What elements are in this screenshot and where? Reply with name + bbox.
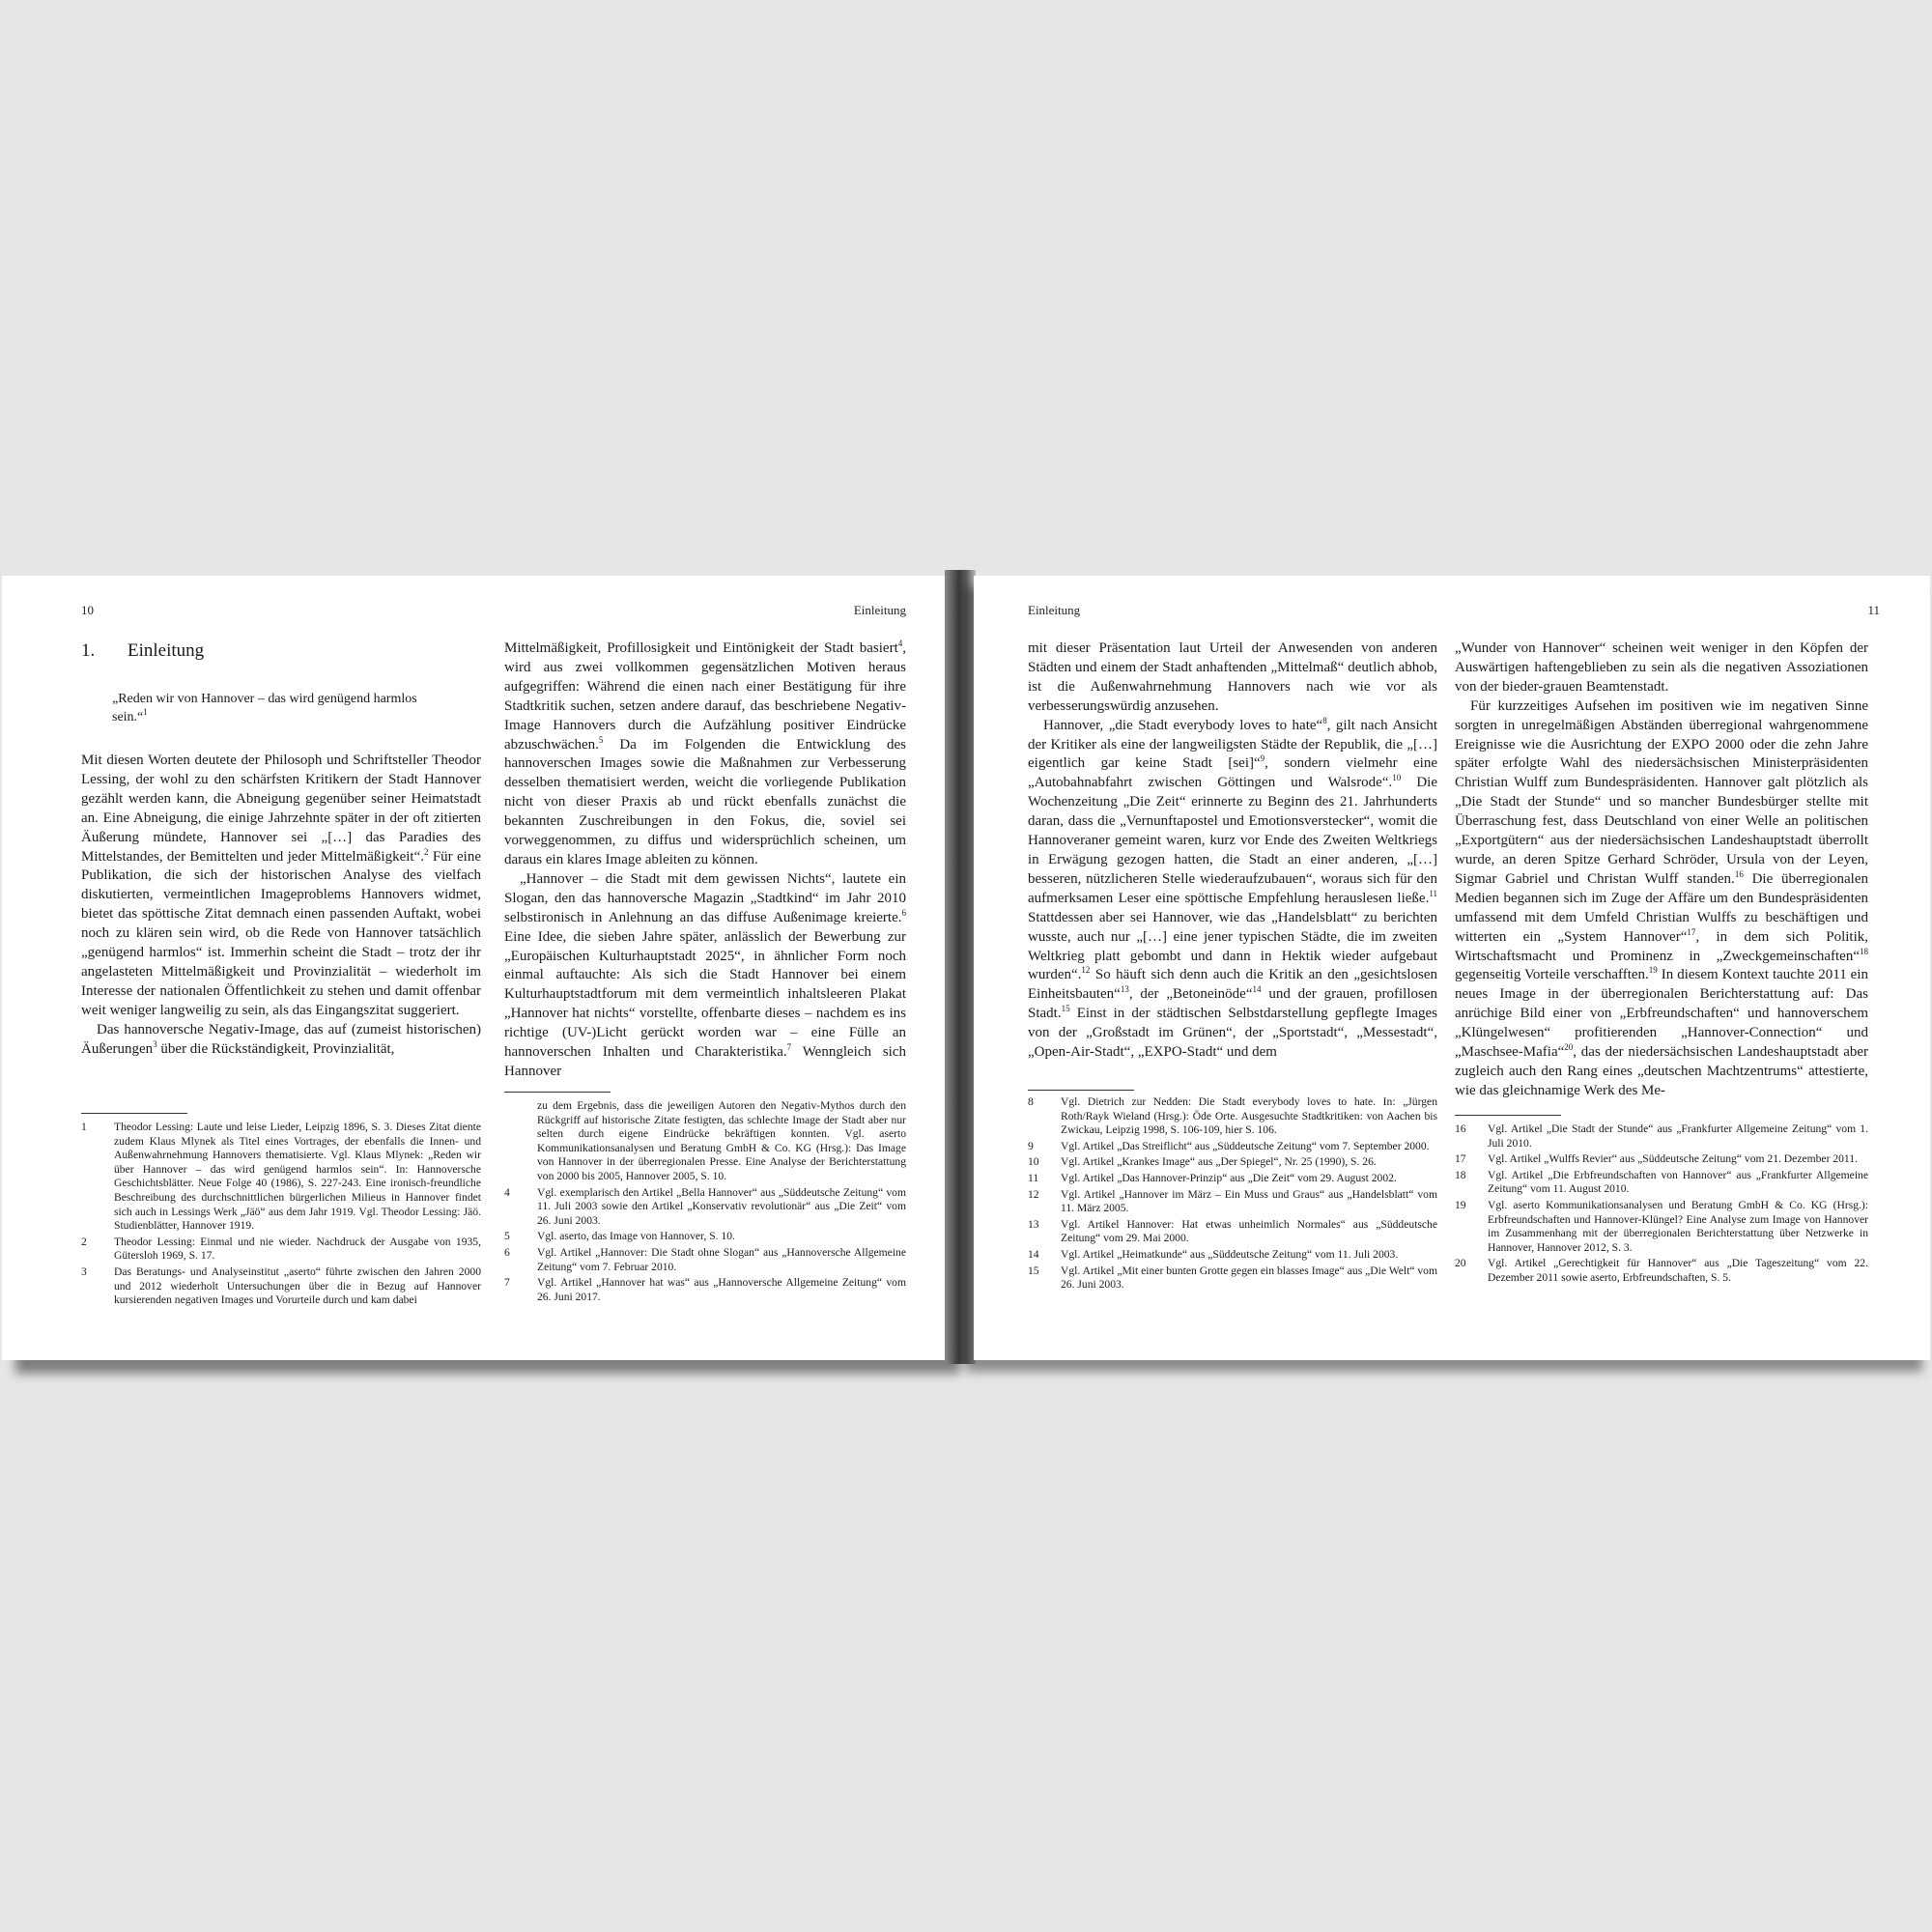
- paragraph: Für kurzzeitiges Aufsehen im positiven wie im negativen Sinne sorgten in unregelmäßigen Abständen überregional wahrgenommene Ereignisse wie die Ausrichtung der EXPO 2000 oder die zehn Jahre später erfolgte Wahl des niedersächsischen Ministerpräsidenten Christian Wulff zum Bundespräsidenten. Hannover galt plötzlich als „Die Stadt der Stunde“ und so mancher Bundesbürger stellte mit Überraschung fest, dass Deutschland von einer Welle an politischen „Exportgütern“ aus der niedersächsischen Landeshauptstadt überrollt wurde, an deren Spitze Gerhard Schröder, Ursula von der Leyen, Sigmar Gabriel und Christan Wulff standen.$^{16}$ Die überregionalen Medien begannen sich im Zuge der Affäre um den Bundespräsidenten umfassend mit dem Umfeld Christian Wulffs zu beschäftigen und witterten ein „System Hannover“$^{17}$, in dem sich Politik, Wirtschaftsmacht und Prominenz in „Zweckgemeinschaften“$^{18}$ gegenseitig Vorteile verschafften.$^{19}$ In diesem Kontext tauchte 2011 ein neues Image in der überregionalen Berichterstattung auf: Das anrüchige Bild einer von „Erbfreundschaften“ und hannoverschem „Klüngelwesen“ profitierenden „Hannover-Connection“ und „Maschsee-Mafia“$^{20}$, das der niedersächsischen Landeshauptstadt aber zugleich auch den Rang eines „deutschen Machtzentrums“ attestierte, wie das gleichnamige Werk des Me-: [1455, 697, 1868, 1098]
- footnote-number: 5: [504, 1230, 510, 1243]
- footnote-text: Vgl. aserto Kommunikationsanalysen und Beratung GmbH & Co. KG (Hrsg.): Erbfreundschaften und Hannover-Klüngel? Eine Analyse zum Image von Hannover im Zusammenhang mit der überregionalen Berichterstattung über Netzwerke in Hannover, Hannover 2012, S. 3.: [1488, 1198, 1868, 1254]
- footnote-ref: 4: [897, 639, 903, 648]
- footnote: [504, 1246, 906, 1274]
- footnote-number: 20: [1455, 1257, 1466, 1270]
- footnote-rule: [1455, 1115, 1561, 1116]
- footnote-number: 16: [1455, 1122, 1466, 1135]
- footnote-number: 7: [504, 1276, 510, 1290]
- footnote-ref: 19: [1648, 965, 1658, 976]
- footnote-rule: [1028, 1090, 1134, 1091]
- footnote-ref: 20: [1564, 1042, 1574, 1053]
- footnote-ref: 1: [143, 707, 148, 717]
- footnotes-left-col1: [81, 1121, 481, 1310]
- footnote-number: 15: [1028, 1264, 1039, 1277]
- left-column-2: [504, 639, 906, 1084]
- footnote-text: Vgl. Artikel „Die Stadt der Stunde“ aus „Frankfurter Allgemeine Zeitung“ vom 1. Juli 2010.: [1488, 1122, 1868, 1150]
- paragraph: mit dieser Präsentation laut Urteil der Anwesenden von anderen Städten und einem der Stadt anhaftenden „Mittelmaß“ deutlich abhob, ist die Außenwahrnehmung Hannovers nach wie vor als verbesserungswürdig anzusehen.: [1028, 640, 1437, 714]
- footnote-text: Vgl. Artikel Hannover: Hat etwas unheimlich Normales“ aus „Süddeutsche Zeitung“ vom 29. Mai 2000.: [1061, 1217, 1437, 1245]
- footnote: [1028, 1140, 1437, 1154]
- right-page: [974, 576, 1930, 1360]
- footnote-text: Theodor Lessing: Laute und leise Lieder, Leipzig 1896, S. 3. Dieses Zitat diente zudem Klaus Mlynek als Titel eines Vortrages, der ebenfalls die Innen- und Außenwahrnehmung Hannovers thematisierte. Vgl. Klaus Mlynek: „Reden wir über Hannover – das wird genügend harmlos sein“. In: Hannoversche Geschichtsblätter. Neue Folge 40 (1986), S. 227-243. Eine ironisch-freundliche Beschreibung des durchschnittlichen bürgerlichen Milieus in Hannover findet sich auch in Lessings Werk „Jäö“ aus dem Jahr 1919. Vgl. Theodor Lessing: Jäö. Studienblätter, Hannover 1919.: [114, 1121, 481, 1233]
- footnote: [504, 1276, 906, 1304]
- footnote-ref: 11: [1429, 888, 1437, 898]
- footnote: [1028, 1248, 1437, 1263]
- footnote-text: Vgl. exemplarisch den Artikel „Bella Hannover“ aus „Süddeutsche Zeitung“ vom 11. Juli 2003 sowie den Artikel „Konservativ revolutionär“ aus „Die Zeit“ vom 26. Juni 2003.: [537, 1185, 906, 1227]
- left-page: [2, 576, 947, 1360]
- footnote: [81, 1236, 481, 1264]
- footnote-ref: 17: [1687, 926, 1696, 937]
- footnote-text: Vgl. Artikel „Heimatkunde“ aus „Süddeutsche Zeitung“ vom 11. Juli 2003.: [1061, 1247, 1399, 1261]
- paragraph: Mit diesen Worten deutete der Philosoph und Schriftsteller Theodor Lessing, der wohl zu den schärfsten Kritikern der Stadt Hannover gezählt werden kann, die Abneigung gegenüber seiner Heimatstadt an. Eine Abneigung, die einige Jahrzehnte später in der oft zitierten Äußerung mündete, Hannover sei „[…] das Paradies des Mittelstandes, der Bemittelten und jeder Mittelmäßigkeit“.$^2$ Für eine Publikation, die sich der historischen Analyse des vielfach diskutierten, vermeintlichen Imageproblems Hannovers widmet, bietet das spöttische Zitat demnach einen passenden Auftakt, wobei noch zu klären sein wird, ob die Rede von Hannover tatsächlich „genügend harmlos“ ist. Immerhin scheint die Stadt – trotz der ihr angelasteten Mittelmäßigkeit und Provinzialität – wiederholt im Interesse der nationalen Öffentlichkeit zu stehen und damit offenbar weit weniger langweilig zu sein, als das Eingangszitat suggeriert.: [81, 753, 481, 1018]
- footnote-number: 14: [1028, 1247, 1039, 1261]
- footnote-text: Vgl. Artikel „Die Erbfreundschaften von Hannover“ aus „Frankfurter Allgemeine Zeitung“ vom 11. August 2010.: [1488, 1168, 1868, 1196]
- footnote-number: 19: [1455, 1198, 1466, 1211]
- paragraph: „Wunder von Hannover“ scheinen weit weniger in den Köpfen der Auswärtigen haftengeblieben zu sein als die negativen Assoziationen von der bieder-grauen Beamtenstadt.: [1455, 640, 1868, 695]
- footnote-number: 8: [1028, 1095, 1034, 1108]
- footnote-text: Vgl. Artikel „Hannover: Die Stadt ohne Slogan“ aus „Hannoversche Allgemeine Zeitung“ vom 7. Februar 2010.: [537, 1245, 906, 1273]
- footnote-number: 1: [81, 1121, 87, 1133]
- footnote: [1455, 1257, 1868, 1285]
- footnote-number: 18: [1455, 1168, 1466, 1181]
- footnote-text: Vgl. aserto, das Image von Hannover, S. 10.: [537, 1230, 735, 1243]
- footnote: [1028, 1155, 1437, 1170]
- footnote-ref: 7: [786, 1042, 792, 1053]
- footnote-ref: 12: [1081, 965, 1091, 976]
- footnote: [81, 1265, 481, 1308]
- footnote: [1028, 1095, 1437, 1138]
- footnote-ref: 5: [598, 734, 604, 745]
- chapter-number: 1.: [81, 640, 96, 661]
- right-column-1: [1028, 639, 1437, 1084]
- footnote-text: Vgl. Artikel „Hannover im März – Ein Muss und Graus“ aus „Handelsblatt“ vom 11. März 2005.: [1061, 1187, 1437, 1215]
- left-column-1: [81, 639, 481, 1084]
- footnote: [504, 1186, 906, 1229]
- footnote-text: Vgl. Artikel „Hannover hat was“ aus „Hannoversche Allgemeine Zeitung“ vom 26. Juni 2017.: [537, 1276, 906, 1303]
- left-page-number: 10: [81, 603, 94, 617]
- footnote-number: 10: [1028, 1155, 1039, 1169]
- chapter-heading: [81, 639, 481, 663]
- footnote-ref: 15: [1061, 1004, 1070, 1014]
- footnote-number: 3: [81, 1264, 87, 1278]
- footnote: [1455, 1169, 1868, 1197]
- footnote-text: Vgl. Artikel „Das Hannover-Prinzip“ aus „Die Zeit“ vom 29. August 2002.: [1061, 1171, 1397, 1184]
- left-running-head: Einleitung: [853, 603, 906, 617]
- paragraph: Das hannoversche Negativ-Image, das auf (zumeist historischen) Äußerungen$^3$ über die Rückständigkeit, Provinzialität,: [81, 1021, 481, 1057]
- footnote-number: 11: [1028, 1171, 1039, 1184]
- footnote-text: Vgl. Dietrich zur Nedden: Die Stadt everybody loves to hate. In: „Jürgen Roth/Rayk Wieland (Hrsg.): Öde Orte. Ausgesuchte Stadtkritiken: von Aachen bis Zwickau, Leipzig 1998, S. 106-109, hier S. 106.: [1061, 1095, 1437, 1137]
- footnote-ref: 9: [1260, 753, 1265, 764]
- paragraph: Hannover, „die Stadt everybody loves to hate“$^8$, gilt nach Ansicht der Kritiker als eine der langweiligsten Städte der Republik, die „[…] eigentlich gar keine Stadt [sei]“$^9$, sondern vielmehr eine „Autobahnabfahrt zwischen Göttingen und Walsrode“.$^{10}$ Die Wochenzeitung „Die Zeit“ erinnerte zu Beginn des 21. Jahrhunderts daran, dass die „Vernunftapostel und Emotionsverstecker“, womit die Hannoveraner gemeint waren, kurz vor Ende des Zweiten Weltkriegs in Erwägung gezogen hatten, die Stadt an einer anderen, „[…] besseren, nützlicheren Stelle wiederaufzubauen“, woraus sich für den aufmerksamen Leser eine spöttische Empfehlung herauslesen ließe.$^{11}$ Stattdessen aber sei Hannover, wie das „Handelsblatt“ zu berichten wusste, auch nur „[…] eine jener typischen Städte, die im zweiten Weltkrieg platt gebombt und dann in Hektik wieder aufgebaut wurden“.$^{12}$ So häuft sich denn auch die Kritik an den „gesichtslosen Einheitsbauten“$^{13}$, der „Betoneinöde“$^{14}$ und der grauen, profillosen Stadt.$^{15}$ Einst in der städtischen Selbstdarstellung gepflegte Images von der „Großstadt im Grünen“, der „Sportstadt“, „Messestadt“, „Open-Air-Stadt“, „EXPO-Stadt“ und dem: [1028, 715, 1437, 1061]
- footnote: [1455, 1122, 1868, 1151]
- footnote-ref: 10: [1392, 773, 1402, 783]
- footnote: [1028, 1188, 1437, 1216]
- paragraph: Mittelmäßigkeit, Profillosigkeit und Eintönigkeit der Stadt basiert$^4$, wird aus zwei vollkommen gegensätzlichen Motiven heraus aufgegriffen: Während die einen nach einer Bestätigung für ihre Stadtkritik suchen, setzen andere darauf, das beschriebene Negativ-Image Hannovers durch die Aufzählung positiver Eindrücke abzuschwächen.$^5$ Da im Folgenden die Entwicklung des hannoverschen Images sowie die Maßnahmen zur Verbesserung desselben thematisiert werden, weicht die vorliegende Publikation nicht von dieser Praxis ab und rückt ebenfalls zunächst die bekannten Zuschreibungen in den Fokus, die, soviel sei vorweggenommen, zu diffus und widersprüchlich scheinen, um daraus ein klares Image ableiten zu können.: [504, 639, 906, 867]
- footnote-number: 13: [1028, 1217, 1039, 1231]
- footnote-number: 9: [1028, 1139, 1034, 1152]
- footnote-ref: 18: [1860, 946, 1868, 956]
- footnote-text: Vgl. Artikel „Mit einer bunten Grotte gegen ein blasses Image“ aus „Die Welt“ vom 26. Juni 2003.: [1061, 1264, 1437, 1292]
- footnotes-right-col2: [1455, 1122, 1868, 1288]
- book-gutter: [945, 570, 976, 1364]
- footnote-text: Vgl. Artikel „Wulffs Revier“ aus „Süddeutsche Zeitung“ vom 21. Dezember 2011.: [1488, 1152, 1858, 1166]
- footnote: [1455, 1152, 1868, 1167]
- right-page-number: 11: [1867, 603, 1880, 617]
- footnote-ref: 3: [153, 1038, 157, 1049]
- footnote-ref: 6: [901, 907, 906, 918]
- footnote: [1028, 1218, 1437, 1246]
- footnote: [1028, 1172, 1437, 1186]
- chapter-title: Einleitung: [128, 640, 205, 661]
- footnote: [504, 1230, 906, 1244]
- footnotes-left-col2: [504, 1099, 906, 1306]
- footnote: [1028, 1264, 1437, 1293]
- footnote: [81, 1121, 481, 1234]
- footnote-text: Vgl. Artikel „Das Streiflicht“ aus „Süddeutsche Zeitung“ vom 7. September 2000.: [1061, 1139, 1430, 1152]
- footnote-text: Vgl. Artikel „Krankes Image“ aus „Der Spiegel“, Nr. 25 (1990), S. 26.: [1061, 1155, 1377, 1169]
- footnote-ref: 13: [1120, 984, 1129, 995]
- footnote-text: Das Beratungs- und Analyseinstitut „aserto“ führte zwischen den Jahren 2000 und 2012 wiederholt Untersuchungen über die in Bezug auf Hannover kursierenden negativen Images und Vorurteile durch und kam dabei: [114, 1264, 481, 1307]
- footnote-number: 4: [504, 1185, 510, 1199]
- footnote-number: 12: [1028, 1187, 1039, 1201]
- footnote-ref: 2: [423, 846, 429, 857]
- footnote-text: Theodor Lessing: Einmal und nie wieder. Nachdruck der Ausgabe von 1935, Gütersloh 1969, S. 17.: [114, 1235, 481, 1263]
- footnote-rule: [81, 1113, 187, 1114]
- footnote-continuation: zu dem Ergebnis, dass die jeweiligen Autoren den Negativ-Mythos durch den Rückgriff auf historische Zitate festigten, das schlechte Image der Stadt aber nur selten durch eigene Eindrücke bekräftigen konnten. Vgl. aserto Kommunikationsanalysen und Beratung GmbH & Co. KG (Hrsg.): Das Image von Hannover in der überregionalen Presse. Eine Analyse der Berichterstattung von 2000 bis 2005, Hannover 2005, S. 10.: [537, 1099, 906, 1182]
- paragraph: „Hannover – die Stadt mit dem gewissen Nichts“, lautete ein Slogan, den das hannoversche Magazin „Stadtkind“ im Jahr 2010 selbstironisch in Anlehnung an das diffuse Außenimage kreierte.$^6$ Eine Idee, die sieben Jahre später, anlässlich der Bewerbung zur „Europäischen Kulturhauptstadt 2025“, in ähnlicher Form noch einmal auftauchte: Als sich die Stadt Hannover bei einem Kulturhauptstadtforum mit dem vermeintlich inhaltsleeren Plakat „Hannover hat nichts“ vorstellte, offenbarte dieses – nachdem es ins richtige (UV-)Licht gerückt worden war – eine Fülle an hannoverschen Inhalten und Charakteristika.$^7$ Wenngleich sich Hannover: [504, 870, 906, 1079]
- motto-quote: [112, 690, 450, 726]
- footnote-ref: 14: [1252, 984, 1262, 995]
- footnote: [1455, 1199, 1868, 1255]
- right-running-head: Einleitung: [1028, 603, 1081, 617]
- footnote-number: 2: [81, 1235, 87, 1248]
- right-column-2: [1455, 639, 1868, 1103]
- footnote-ref: 8: [1322, 715, 1327, 725]
- footnote-number: 17: [1455, 1152, 1466, 1166]
- footnote-ref: 16: [1734, 868, 1744, 879]
- footnote-rule: [504, 1092, 611, 1093]
- footnotes-right-col1: [1028, 1095, 1437, 1294]
- motto-text: „Reden wir von Hannover – das wird genügend harmlos sein.“: [112, 692, 417, 724]
- footnote-text: Vgl. Artikel „Gerechtigkeit für Hannover“ aus „Die Tageszeitung“ vom 22. Dezember 2011 sowie aserto, Erbfreundschaften, S. 5.: [1488, 1257, 1868, 1284]
- footnote-number: 6: [504, 1245, 510, 1259]
